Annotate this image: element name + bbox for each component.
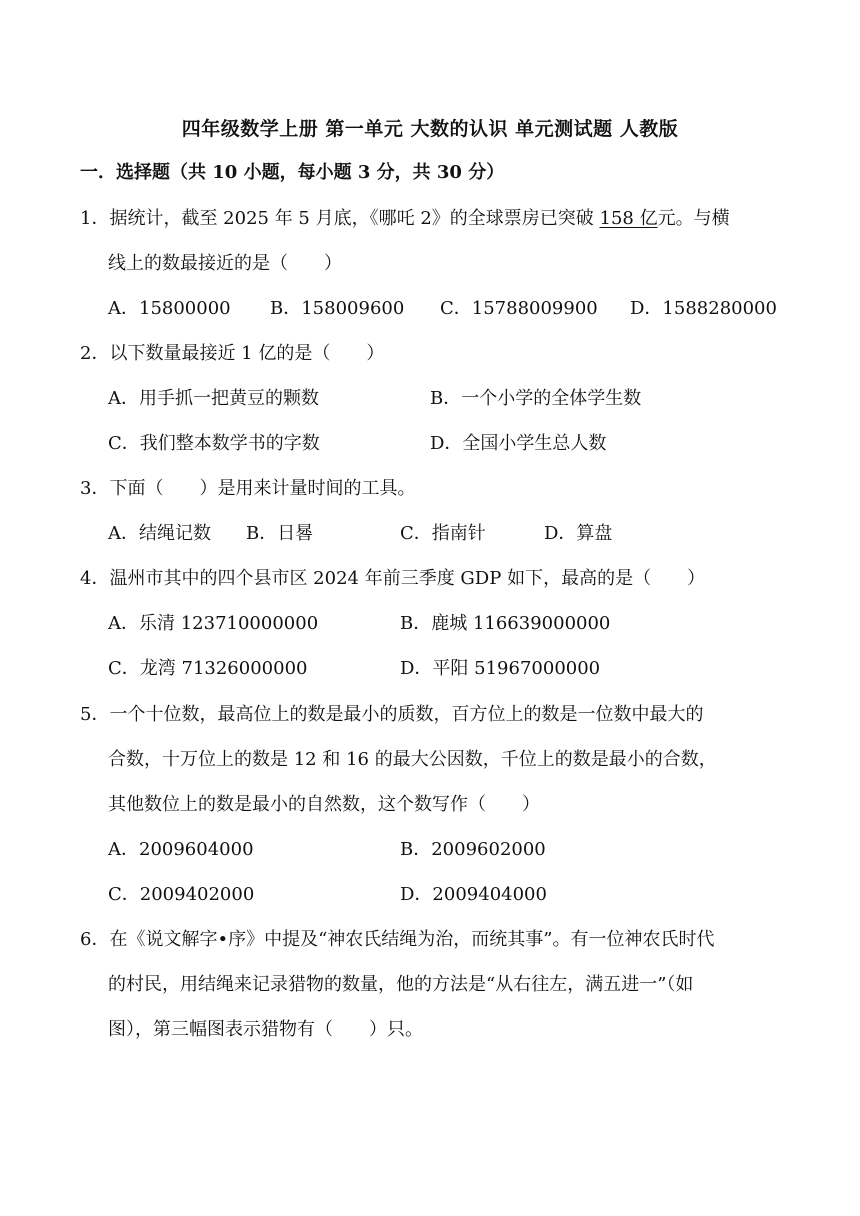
question-6-line-2: 的村民，用结绳来记录猎物的数量，他的方法是“从右往左，满五进一”（如 xyxy=(108,974,694,995)
question-1-text-pre: 1．据统计，截至 2025 年 5 月底，《哪吒 2》的全球票房已突破 xyxy=(80,208,600,229)
question-3-option-d: D．算盘 xyxy=(544,523,613,544)
question-1-line-1 xyxy=(80,204,730,230)
question-2-line-1: 2．以下数量最接近 1 亿的是（ ） xyxy=(80,343,385,364)
question-4-option-a: A．乐清 123710000000 xyxy=(108,613,319,634)
page-title: 四年级数学上册 第一单元 大数的认识 单元测试题 人教版 xyxy=(181,118,679,140)
question-4-option-c: C．龙湾 71326000000 xyxy=(108,658,308,679)
question-1-option-a: A．15800000 xyxy=(108,298,231,319)
question-3-option-a: A．结绳记数 xyxy=(108,523,211,544)
question-3-option-b: B．日晷 xyxy=(246,523,314,544)
question-2-option-a: A．用手抓一把黄豆的颗数 xyxy=(108,388,319,409)
section-heading: 一．选择题（共 10 小题，每小题 3 分，共 30 分） xyxy=(80,162,505,183)
question-2-option-d: D．全国小学生总人数 xyxy=(430,433,607,454)
question-2-option-c: C．我们整本数学书的字数 xyxy=(108,433,320,454)
question-5-line-1: 5．一个十位数，最高位上的数是最小的质数，百方位上的数是一位数中最大的 xyxy=(80,704,704,725)
question-1-option-b: B．158009600 xyxy=(270,298,405,319)
question-1-line-2: 线上的数最接近的是（ ） xyxy=(108,253,342,274)
question-1-option-d: D．1588280000 xyxy=(630,298,777,319)
question-5-line-2: 合数，十万位上的数是 12 和 16 的最大公因数，千位上的数是最小的合数， xyxy=(108,749,717,770)
question-5-option-d: D．2009404000 xyxy=(400,884,547,905)
question-4-option-d: D．平阳 51967000000 xyxy=(400,658,601,679)
question-1-text-post: 元。与横 xyxy=(657,208,730,229)
question-5-option-c: C．2009402000 xyxy=(108,884,255,905)
question-4-line-1: 4．温州市其中的四个县市区 2024 年前三季度 GDP 如下，最高的是（ ） xyxy=(80,568,706,589)
question-3-line-1: 3．下面（ ）是用来计量时间的工具。 xyxy=(80,478,416,499)
question-6-line-1: 6．在《说文解字•序》中提及“神农氏结绳为治，而统其事”。有一位神农氏时代 xyxy=(80,929,715,950)
question-1-underlined-value: 158 亿 xyxy=(599,208,658,229)
question-4-option-b: B．鹿城 116639000000 xyxy=(400,613,611,634)
question-2-option-b: B．一个小学的全体学生数 xyxy=(430,388,642,409)
question-5-option-b: B．2009602000 xyxy=(400,839,546,860)
question-5-line-3: 其他数位上的数是最小的自然数，这个数写作（ ） xyxy=(108,794,540,815)
question-6-line-3: 图），第三幅图表示猎物有（ ）只。 xyxy=(108,1019,423,1040)
question-5-option-a: A．2009604000 xyxy=(108,839,254,860)
question-1-option-c: C．15788009900 xyxy=(440,298,598,319)
question-3-option-c: C．指南针 xyxy=(400,523,486,544)
